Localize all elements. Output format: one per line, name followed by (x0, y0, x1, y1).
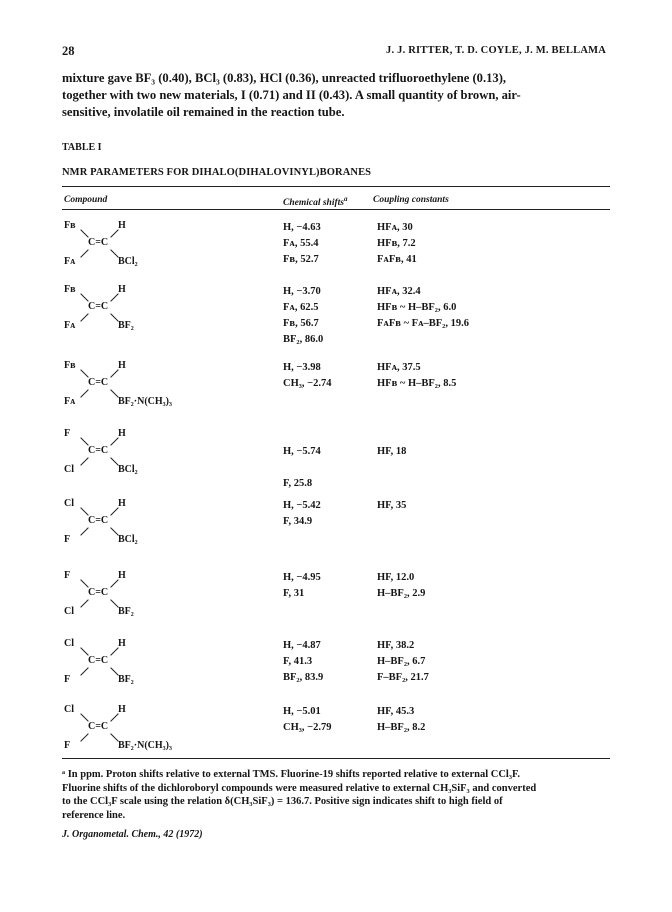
bond-bottom-left (80, 733, 88, 741)
bond-top-left (80, 229, 88, 237)
chemical-shift-value: H, −4.95 (283, 572, 321, 583)
intro-line: together with two new materials, I (0.71) and II (0.43). A small quantity of brown, air- (62, 88, 521, 102)
coupling-constant-value: HFʙ ~ H–BF₂, 6.0 (377, 302, 457, 313)
chemical-shift-value: F, 25.8 (283, 478, 313, 489)
substituent-top-right: H (118, 638, 126, 649)
substituent-bottom-right: BF₂ (118, 606, 134, 617)
substituent-top-left: Cl (64, 638, 74, 649)
chemical-shift-value: F, 31 (283, 588, 305, 599)
substituent-bottom-right: BF₂ (118, 674, 134, 685)
carbon-double-bond: C=C (88, 587, 109, 598)
bond-top-left (80, 369, 88, 377)
bond-bottom-right (110, 249, 118, 257)
coupling-constants-cell (377, 704, 425, 736)
bond-bottom-left (80, 599, 88, 607)
substituent-bottom-left: Fᴀ (64, 396, 76, 407)
coupling-constant-value: HFᴀ, 37.5 (377, 362, 421, 373)
vinyl-structure (62, 360, 222, 434)
intro-paragraph (62, 70, 610, 121)
chemical-shift-value: H, −4.63 (283, 222, 321, 233)
bond-top-right (110, 369, 118, 377)
chemical-shift-value (283, 428, 321, 444)
bond-top-left (80, 647, 88, 655)
column-header-shifts (283, 195, 347, 208)
bond-bottom-left (80, 457, 88, 465)
bond-top-right (110, 507, 118, 515)
bond-bottom-right (110, 389, 118, 397)
coupling-constant-value: HFᴀ, 30 (377, 222, 413, 233)
column-header-couplings: Coupling constants (373, 195, 449, 205)
chemical-shift-value: H, −4.87 (283, 640, 321, 651)
coupling-constant-value (377, 428, 406, 444)
substituent-bottom-left: F (64, 534, 71, 545)
substituent-top-left: Cl (64, 704, 74, 715)
substituent-bottom-right: BF₂·N(CH₃)₃ (118, 396, 172, 407)
chemical-shift-value (283, 460, 321, 476)
substituent-top-left: Fʙ (64, 220, 76, 231)
coupling-constant-value: H–BF₂, 6.7 (377, 656, 426, 667)
bond-top-left (80, 437, 88, 445)
vinyl-structure (62, 704, 222, 778)
substituent-top-left: Cl (64, 498, 74, 509)
substituent-top-left: F (64, 428, 71, 439)
substituent-top-right: H (118, 570, 126, 581)
chemical-shifts-cell (283, 284, 323, 348)
bond-top-right (110, 437, 118, 445)
chemical-shift-value: BF₂, 83.9 (283, 672, 324, 683)
vinyl-structure (62, 220, 222, 294)
substituent-bottom-left: Cl (64, 464, 74, 475)
coupling-constants-cell (377, 638, 429, 686)
carbon-double-bond: C=C (88, 377, 109, 388)
bond-top-right (110, 579, 118, 587)
substituent-bottom-left: Fᴀ (64, 320, 76, 331)
chemical-shift-value: H, −5.42 (283, 500, 321, 511)
vinyl-structure (62, 428, 222, 502)
coupling-constants-cell (377, 360, 456, 392)
chemical-shifts-cell (283, 360, 332, 392)
chemical-shift-value: Fʙ, 56.7 (283, 318, 319, 329)
coupling-constant-value: HF, 45.3 (377, 706, 415, 717)
bond-top-right (110, 229, 118, 237)
chemical-shift-value: Fᴀ, 55.4 (283, 238, 319, 249)
bond-bottom-left (80, 313, 88, 321)
bond-top-left (80, 507, 88, 515)
vinyl-structure (62, 284, 222, 358)
chemical-shifts-cell (283, 570, 321, 602)
substituent-top-right: H (118, 220, 126, 231)
chemical-shifts-cell (283, 498, 321, 530)
carbon-double-bond: C=C (88, 515, 109, 526)
bond-bottom-right (110, 599, 118, 607)
coupling-constant-value: HF, 12.0 (377, 572, 415, 583)
table-title: NMR PARAMETERS FOR DIHALO(DIHALOVINYL)BORANES (62, 167, 372, 178)
footnote-line: to the CCl₃F scale using the relation δ(CH₃SiF₃) = 136.7. Positive sign indicates shift to high field of (62, 796, 503, 807)
substituent-bottom-left: F (64, 674, 71, 685)
table-top-rule (62, 186, 610, 187)
carbon-double-bond: C=C (88, 655, 109, 666)
footnote-line: reference line. (62, 809, 126, 821)
substituent-top-left: Fʙ (64, 284, 76, 295)
bond-bottom-left (80, 389, 88, 397)
substituent-bottom-left: Cl (64, 606, 74, 617)
chemical-shift-value: H, −5.01 (283, 706, 321, 717)
chemical-shifts-cell (283, 704, 332, 736)
chemical-shifts-cell (283, 638, 323, 686)
chemical-shift-value: CH₃, −2.79 (283, 722, 332, 733)
chemical-shifts-cell (283, 220, 321, 268)
coupling-constants-cell (377, 284, 469, 332)
bond-bottom-right (110, 313, 118, 321)
intro-line: sensitive, involatile oil remained in the reaction tube. (62, 105, 345, 119)
coupling-constant-value: HF, 38.2 (377, 640, 415, 651)
substituent-top-right: H (118, 360, 126, 371)
substituent-bottom-left: Fᴀ (64, 256, 76, 267)
coupling-constants-cell (377, 220, 417, 268)
coupling-constants-cell (377, 570, 425, 602)
vinyl-structure (62, 570, 222, 644)
chemical-shift-value: Fʙ, 52.7 (283, 254, 319, 265)
coupling-constants-cell (377, 498, 406, 514)
column-header-compound: Compound (64, 195, 108, 205)
vinyl-structure (62, 498, 222, 572)
journal-citation: J. Organometal. Chem., 42 (1972) (62, 829, 203, 840)
chemical-shift-value: CH₃, −2.74 (283, 378, 332, 389)
coupling-constant-value: H–BF₂, 2.9 (377, 588, 426, 599)
coupling-constant-value: HFᴀ, 32.4 (377, 286, 421, 297)
table-footnote (62, 768, 612, 822)
chemical-shift-value: Fᴀ, 62.5 (283, 302, 319, 313)
coupling-constants-cell (377, 428, 406, 460)
substituent-bottom-right: BCl₂ (118, 256, 138, 267)
running-head: J. J. RITTER, T. D. COYLE, J. M. BELLAMA (386, 45, 606, 56)
footnote-marker: a (343, 195, 348, 203)
column-header-shifts-text: Chemical shifts (283, 198, 344, 209)
coupling-constant-value: H–BF₂, 8.2 (377, 722, 426, 733)
carbon-double-bond: C=C (88, 445, 109, 456)
substituent-top-left: F (64, 570, 71, 581)
coupling-constant-value: FᴀFʙ, 41 (377, 254, 417, 265)
bond-bottom-left (80, 527, 88, 535)
substituent-top-right: H (118, 284, 126, 295)
bond-bottom-right (110, 527, 118, 535)
carbon-double-bond: C=C (88, 721, 109, 732)
intro-line: mixture gave BF₃ (0.40), BCl₃ (0.83), HCl (0.36), unreacted trifluoroethylene (0.13), (62, 71, 507, 85)
bond-top-left (80, 713, 88, 721)
coupling-constant-value: FᴀFʙ ~ Fᴀ–BF₂, 19.6 (377, 318, 469, 329)
substituent-bottom-left: F (64, 740, 71, 751)
bond-top-left (80, 293, 88, 301)
substituent-top-left: Fʙ (64, 360, 76, 371)
bond-top-right (110, 647, 118, 655)
substituent-top-right: H (118, 704, 126, 715)
bond-bottom-left (80, 249, 88, 257)
coupling-constant-value: F–BF₂, 21.7 (377, 672, 429, 683)
chemical-shift-value: BF₂, 86.0 (283, 334, 324, 345)
table-header-rule (62, 209, 610, 210)
page-number: 28 (62, 44, 75, 58)
substituent-bottom-right: BCl₂ (118, 534, 138, 545)
bond-top-right (110, 713, 118, 721)
chemical-shift-value: H, −5.74 (283, 446, 321, 457)
chemical-shift-value: H, −3.70 (283, 286, 321, 297)
chemical-shift-value: F, 41.3 (283, 656, 313, 667)
substituent-bottom-right: BCl₂ (118, 464, 138, 475)
coupling-constant-value: HF, 35 (377, 500, 407, 511)
bond-top-right (110, 293, 118, 301)
bond-bottom-left (80, 667, 88, 675)
coupling-constant-value: HFʙ, 7.2 (377, 238, 416, 249)
table-label: TABLE I (62, 142, 102, 153)
chemical-shift-value: H, −3.98 (283, 362, 321, 373)
coupling-constant-value: HF, 18 (377, 446, 407, 457)
substituent-top-right: H (118, 428, 126, 439)
bond-bottom-right (110, 667, 118, 675)
footnote-line: Fluorine shifts of the dichloroboryl compounds were measured relative to external CH₃SiF₃ and converted (62, 782, 537, 794)
footnote-line: ᵃ In ppm. Proton shifts relative to external TMS. Fluorine-19 shifts reported relative to external CCl₃F. (62, 769, 521, 780)
bond-bottom-right (110, 457, 118, 465)
chemical-shift-value: F, 34.9 (283, 516, 313, 527)
substituent-bottom-right: BF₂·N(CH₃)₃ (118, 740, 172, 751)
vinyl-structure (62, 638, 222, 712)
table-bottom-rule (62, 758, 610, 759)
coupling-constant-value: HFʙ ~ H–BF₂, 8.5 (377, 378, 457, 389)
bond-bottom-right (110, 733, 118, 741)
chemical-shifts-cell (283, 428, 321, 492)
carbon-double-bond: C=C (88, 237, 109, 248)
carbon-double-bond: C=C (88, 301, 109, 312)
bond-top-left (80, 579, 88, 587)
substituent-top-right: H (118, 498, 126, 509)
substituent-bottom-right: BF₂ (118, 320, 134, 331)
